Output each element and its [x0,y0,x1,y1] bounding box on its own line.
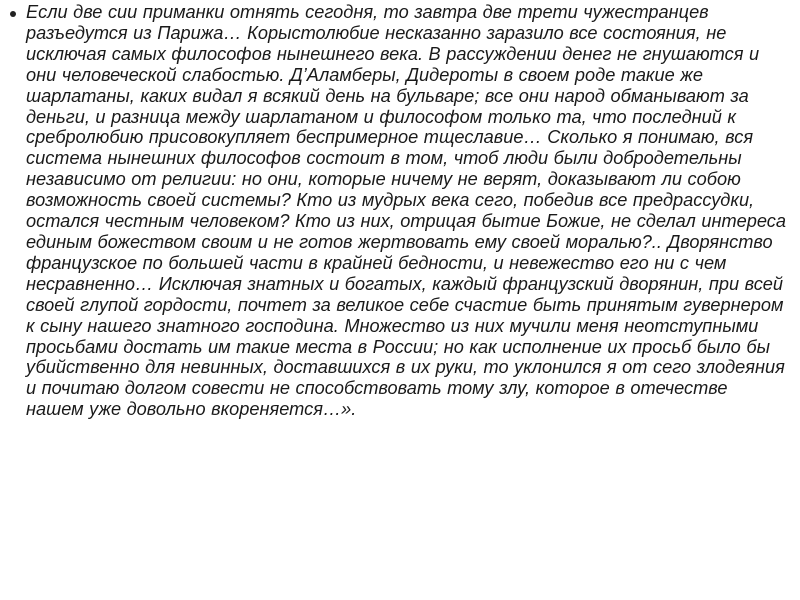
bullet-dot-icon [10,11,16,17]
quote-paragraph: Если две сии приманки отнять сегодня, то завтра две трети чужестранцев разъедутся из Парижа… Корыстолюбие несказанно заразило все состояния, не исключая самых философов нынешнего века. В рассуждении денег не гнушаются и они человеческой слабостью. Д’Аламберы, Дидероты в своем роде такие же шарлатаны, каких видал я всякий день на бульваре; все они народ обманывают за деньги, и разница между шарлатаном и философом только та, что последний к сребролюбию присовокупляет беспримерное тщеславие… Сколько я понимаю, вся система нынешних философов состоит в том, чтоб люди были добродетельны независимо от религии: но они, которые ничему не верят, доказывают ли собою возможность своей системы? Кто из мудрых века сего, победив все предрассудки, остался честным человеком? Кто из них, отрицая бытие Божие, не сделал интереса единым божеством своим и не готов жертвовать ему своей моралью?.. Дворянство французское по большей части в крайней бедности, и невежество его ни с чем несравненно… Исключая знатных и богатых, каждый французский дворянин, при всей своей глупой гордости, почтет за великое себе счастие быть принятым гувернером к сыну нашего знатного господина. Множество из них мучили меня неотступными просьбами достать им такие места в России; но как исполнение их просьб было бы убийственно для невинных, доставшихся в их руки, то уклонился я от сего злодеяния и почитаю долгом совести не способствовать тому злу, которое в отечестве нашем уже довольно вкореняется…». [26,2,786,420]
bullet-item [10,2,786,420]
bullet-list [10,2,786,420]
